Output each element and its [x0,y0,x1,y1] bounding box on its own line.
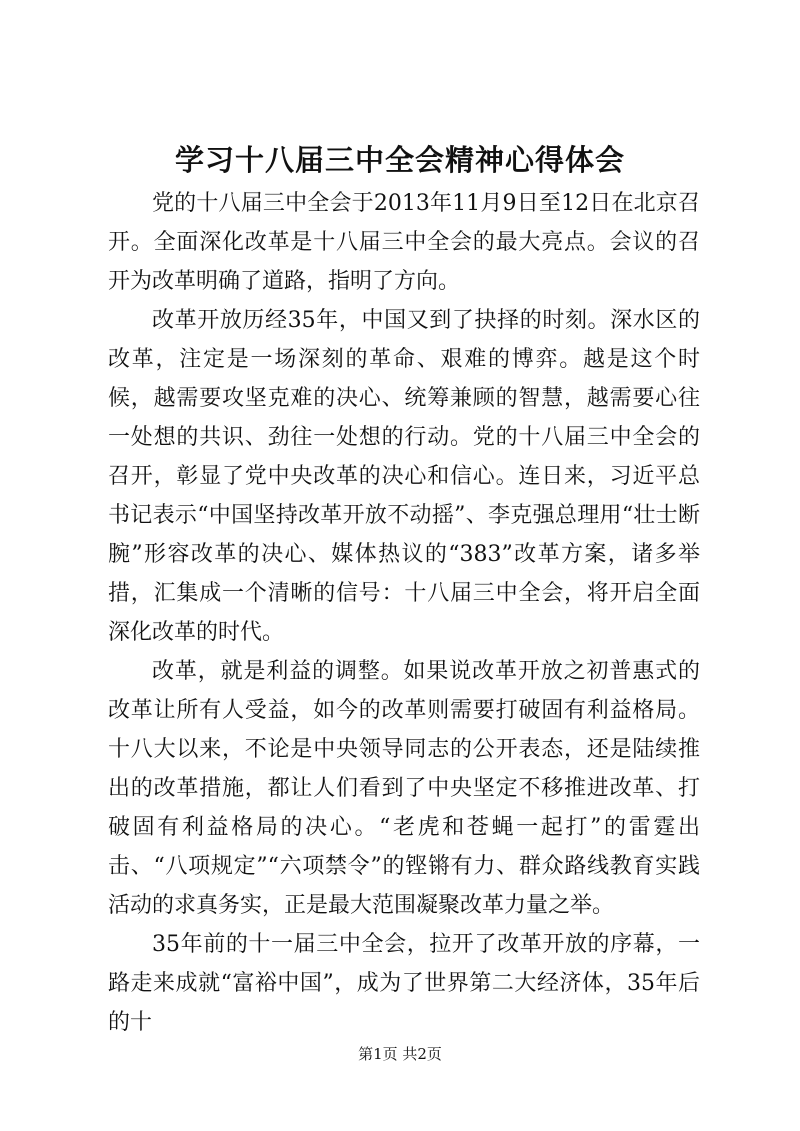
document-body [108,184,700,1042]
page-number-footer: 第1页 共2页 [358,1045,442,1063]
paragraph-2: 改革开放历经35年，中国又到了抉择的时刻。深水区的改革，注定是一场深刻的革命、艰难的博弈。越是这个时候，越需要攻坚克难的决心、统筹兼顾的智慧，越需要心往一处想的共识、劲往一处想的行动。党的十八届三中全会的召开，彰显了党中央改革的决心和信心。连日来，习近平总书记表示“中国坚持改革开放不动摇”、李克强总理用“壮士断腕”形容改革的决心、媒体热议的“383”改革方案，诸多举措，汇集成一个清晰的信号：十八届三中全会，将开启全面深化改革的时代。 [108,308,700,645]
paragraph-1: 党的十八届三中全会于2013年11月9日至12日在北京召开。全面深化改革是十八届三中全会的最大亮点。会议的召开为改革明确了道路，指明了方向。 [108,191,700,294]
document-title: 学习十八届三中全会精神心得体会 [174,143,625,177]
paragraph-3: 改革，就是利益的调整。如果说改革开放之初普惠式的改革让所有人受益，如今的改革则需要打破固有利益格局。十八大以来，不论是中央领导同志的公开表态，还是陆续推出的改革措施，都让人们看到了中央坚定不移推进改革、打破固有利益格局的决心。“老虎和苍蝇一起打”的雷霆出击、“八项规定”“六项禁令”的铿锵有力、群众路线教育实践活动的求真务实，正是最大范围凝聚改革力量之举。 [108,659,700,918]
paragraph-4: 35年前的十一届三中全会，拉开了改革开放的序幕，一路走来成就“富裕中国”，成为了世界第二大经济体，35年后的十 [108,932,700,1035]
